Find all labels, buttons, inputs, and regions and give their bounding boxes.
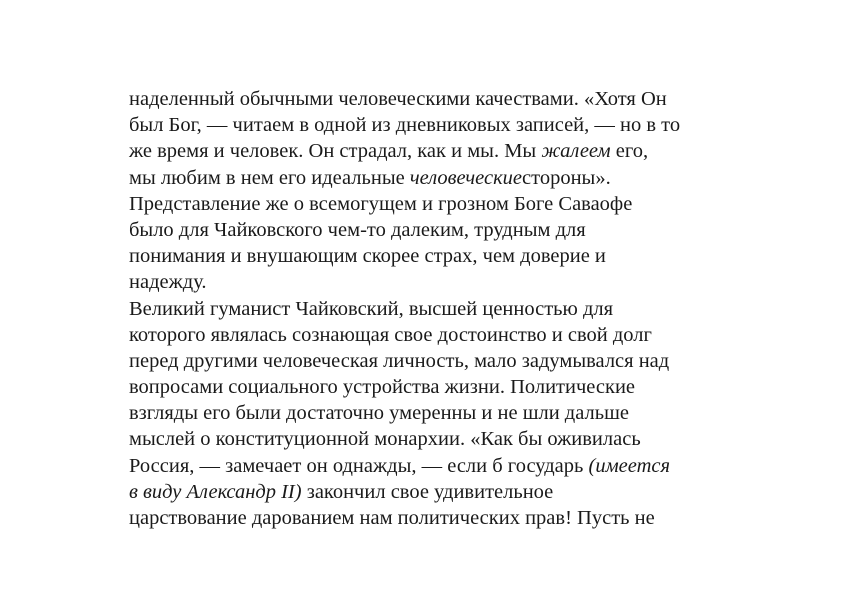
text-segment: Представление же о всемогущем и грозном Боге Саваофе [129, 192, 633, 215]
text-segment: же время и человек. Он страдал, как и мы. Мы [129, 140, 542, 163]
italic-text: человеческие [409, 166, 523, 189]
text-line [129, 322, 729, 348]
text-segment: надежду. [129, 271, 207, 294]
text-line [129, 505, 729, 531]
text-segment: наделенный обычными человеческими качествами. «Хотя Он [129, 88, 667, 110]
text-line [129, 453, 729, 479]
text-segment: стороны». [522, 166, 611, 189]
text-line [129, 138, 729, 164]
text-segment: Великий гуманист Чайковский, высшей ценностью для [129, 297, 614, 320]
text-line [129, 86, 729, 112]
text-segment: Россия, — замечает он однажды, — если б государь [129, 454, 589, 477]
text-line [129, 426, 729, 452]
text-line [129, 165, 729, 191]
text-segment: мыслей о конституционной монархии. «Как бы оживилась [129, 428, 641, 451]
text-segment: было для Чайковского чем-то далеким, трудным для [129, 218, 586, 241]
text-line [129, 296, 729, 322]
text-line [129, 243, 729, 269]
text-line [129, 112, 729, 138]
text-segment: которого являлась сознающая свое достоинство и свой долг [129, 323, 652, 346]
italic-text: (имеется [588, 454, 671, 477]
italic-text: в виду Александр II) [129, 480, 302, 503]
text-line [129, 217, 729, 243]
text-line [129, 191, 729, 217]
text-segment: мы любим в нем его идеальные [129, 166, 410, 189]
text-line [129, 479, 729, 505]
body-text [129, 86, 729, 531]
text-segment: вопросами социального устройства жизни. Политические [129, 376, 636, 399]
text-segment: взгляды его были достаточно умеренны и не шли дальше [129, 402, 629, 425]
text-segment: его, [610, 140, 649, 163]
text-line [129, 400, 729, 426]
italic-text: жалеем [541, 140, 611, 163]
text-line [129, 374, 729, 400]
text-segment: был Бог, — читаем в одной из дневниковых записей, — но в то [129, 114, 681, 137]
text-segment: перед другими человеческая личность, мало задумывался над [129, 349, 670, 372]
text-segment: закончил свое удивительное [301, 480, 554, 503]
text-segment: понимания и внушающим скорее страх, чем доверие и [129, 245, 606, 268]
text-segment: царствование дарованием нам политических прав! Пусть не [129, 507, 655, 529]
text-line [129, 269, 729, 295]
text-line [129, 348, 729, 374]
